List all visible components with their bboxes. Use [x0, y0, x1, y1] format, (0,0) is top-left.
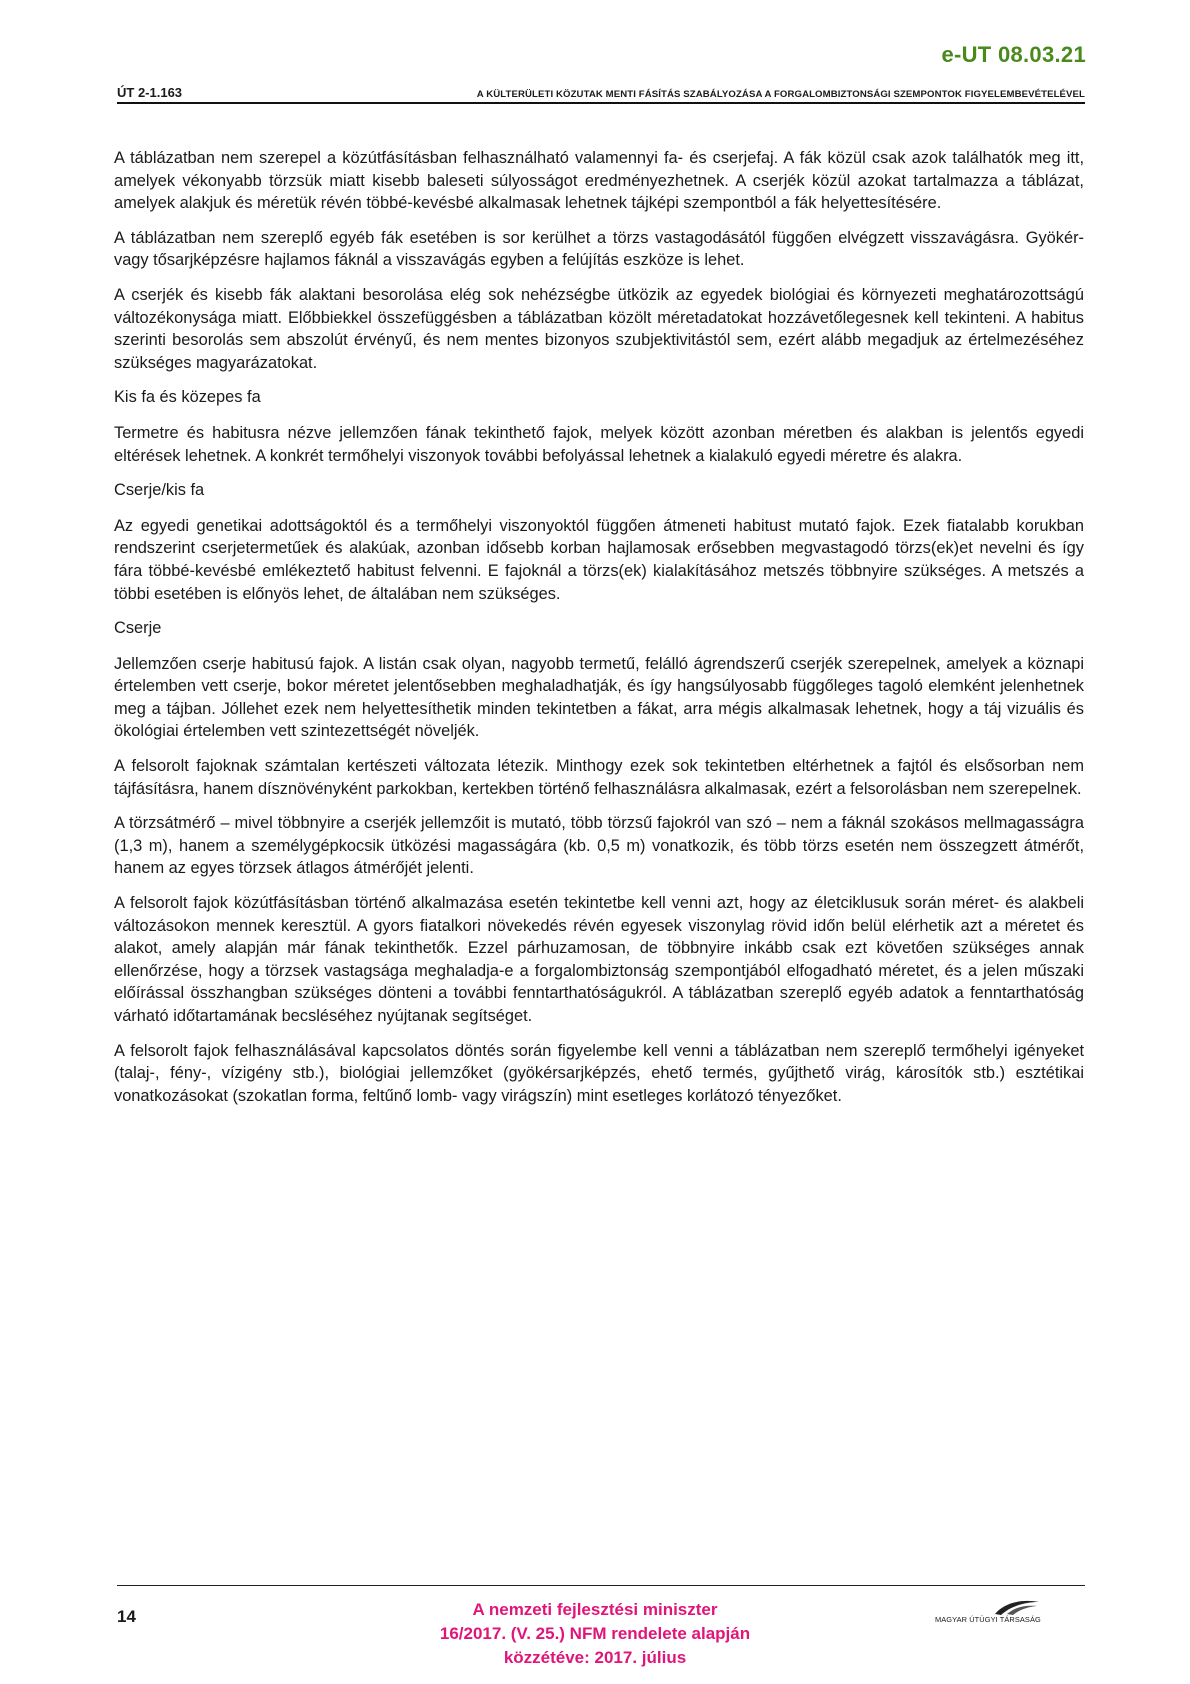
footer-line-2: 16/2017. (V. 25.) NFM rendelete alapján	[439, 1624, 751, 1643]
footer-line-3: közzétéve: 2017. július	[503, 1648, 687, 1667]
footer-line-1: A nemzeti fejlesztési miniszter	[472, 1600, 718, 1619]
body-paragraph: Jellemzően cserje habitusú fajok. A listán csak olyan, nagyobb termetű, felálló ágrendszerű cserjék szerepelnek, amelyek a köznapi értelemben vett cserje, bokor méretet jelentősebben meghaladhatják, és így hangsúlyosabb függőleges tagoló elemként jelenhetnek meg a tájban. Jóllehet ezek nem helyettesíthetik minden tekintetben a fákat, arra mégis alkalmasak lehetnek, hogy a táj vizuális és ökológiai értelemben vett szintezettségét növeljék.	[114, 654, 1084, 741]
body-paragraph: A felsorolt fajoknak számtalan kertészeti változata létezik. Minthogy ezek sok tekintetben eltérhetnek a fajtól és elsősorban nem tájfásításra, hanem dísznövényként parkokban, kertekben történő felhasználásra alkalmasak, ezért a felsorolásban nem szerepelnek.	[114, 757, 1084, 798]
body-paragraph: A felsorolt fajok felhasználásával kapcsolatos döntés során figyelembe kell venni a táblázatban nem szereplő termőhelyi igényeket (talaj-, fény-, vízigény stb.), biológiai jellemzőket (gyökérsarjképzés, ehető termés, gyűjthető virág, károsítók stb.) esztétikai vonatkozásokat (szokatlan forma, feltűnő lomb- vagy virágszín) mint esetleges korlátozó tényezőket.	[114, 1041, 1084, 1105]
body-paragraph: Termetre és habitusra nézve jellemzően fának tekinthető fajok, melyek között azonban méretben és alakban is jelentős egyedi eltérések lehetnek. A konkrét termőhelyi viszonyok további befolyással lehetnek a kialakuló egyedi méretre és alakra.	[114, 423, 1084, 465]
logo-text: MAGYAR ÚTÜGYI TÁRSASÁG	[935, 1615, 1041, 1624]
page-number: 14	[117, 1607, 136, 1626]
road-swoosh-logo-icon	[993, 1598, 1041, 1616]
document-body	[114, 147, 1084, 1119]
section-subheading: Cserje/kis fa	[114, 481, 205, 500]
section-subheading: Cserje	[114, 619, 162, 638]
document-code: e-UT 08.03.21	[941, 42, 1086, 67]
page-header	[117, 85, 1085, 104]
body-paragraph: A törzsátmérő – mivel többnyire a cserjék jellemzőit is mutató, több törzsű fajokról van szó – nem a fáknál szokásos mellmagasságra (1,3 m), hanem a személygépkocsik ütközési magasságára (kb. 0,5 m) vonatkozik, és több törzs esetén nem összegzett átmérőt, hanem az egyes törzsek átlagos átmérőjét jelenti.	[114, 814, 1084, 878]
standard-number: ÚT 2-1.163	[117, 85, 183, 100]
body-paragraph: A felsorolt fajok közútfásításban történő alkalmazása esetén tekintetbe kell venni azt, hogy az életciklusuk során méret- és alakbeli változásokon mennek keresztül. A gyors fiatalkori növekedés révén egyesek viszonylag rövid időn belül elérhetik azt a méretet és alakot, amely alapján már fának tekinthetők. Ezzel párhuzamosan, de többnyire inkább csak ezt követően szükséges annak ellenőrzése, hogy a törzsek vastagsága meghaladja-e a forgalombiztonság szempontjából elfogadható méretet, és a jelen műszaki előírással összhangban szükséges dönteni a további fenntarthatóságukról. A táblázatban szereplő egyéb adatok a fenntarthatóság várható időtartamának becsléséhez nyújtanak segítséget.	[114, 894, 1084, 1025]
body-paragraph: A táblázatban nem szereplő egyéb fák esetében is sor kerülhet a törzs vastagodásától függően elvégzett visszavágásra. Gyökér- vagy tősarjképzésre hajlamos fáknál a visszavágás egyben a felújítás eszköze is lehet.	[114, 228, 1084, 270]
body-paragraph: Az egyedi genetikai adottságoktól és a termőhelyi viszonyoktól függően átmeneti habitust mutató fajok. Ezek fiatalabb korukban rendszerint cserjetermetűek és alakúak, azonban idősebb korban hajlamosak erősebben megvastagodó törzs(ek)et nevelni és így fára többé-kevésbé emlékeztető habitust felvenni. E fajoknál a törzs(ek) kialakításához metszés többnyire szükséges. A metszés a többi esetében is előnyös lehet, de általában nem szükséges.	[114, 516, 1084, 603]
footer-divider	[117, 1585, 1085, 1586]
footer-publication-note	[395, 1598, 795, 1670]
body-paragraph: A táblázatban nem szerepel a közútfásításban felhasználható valamennyi fa- és cserjefaj. A fák közül csak azok találhatók meg itt, amelyek vékonyabb törzsük miatt kisebb baleseti súlyosságot eredményezhetnek. A cserjék közül azokat tartalmazza a táblázat, amelyek alakjuk és méretük révén többé-kevésbé alkalmasak lehetnek tájképi szempontból a fák helyettesítésére.	[114, 149, 1084, 213]
body-paragraph: A cserjék és kisebb fák alaktani besorolása elég sok nehézségbe ütközik az egyedek biológiai és környezeti meghatározottságú változékonysága miatt. Előbbiekkel összefüggésben a táblázatban közölt méretadatokat hozzávetőlegesnek kell tekinteni. A habitus szerinti besorolás sem abszolút érvényű, és nem mentes bizonyos szubjektivitástól sem, ezért alább megadjuk az értelmezéséhez szükséges magyarázatokat.	[114, 285, 1084, 372]
section-subheading: Kis fa és közepes fa	[114, 388, 261, 407]
publisher-logo	[935, 1598, 1085, 1626]
header-title: A KÜLTERÜLETI KÖZUTAK MENTI FÁSÍTÁS SZABÁLYOZÁSA A FORGALOMBIZTONSÁGI SZEMPONTOK FIGYELEMBEVÉTELÉVEL	[476, 89, 1085, 100]
